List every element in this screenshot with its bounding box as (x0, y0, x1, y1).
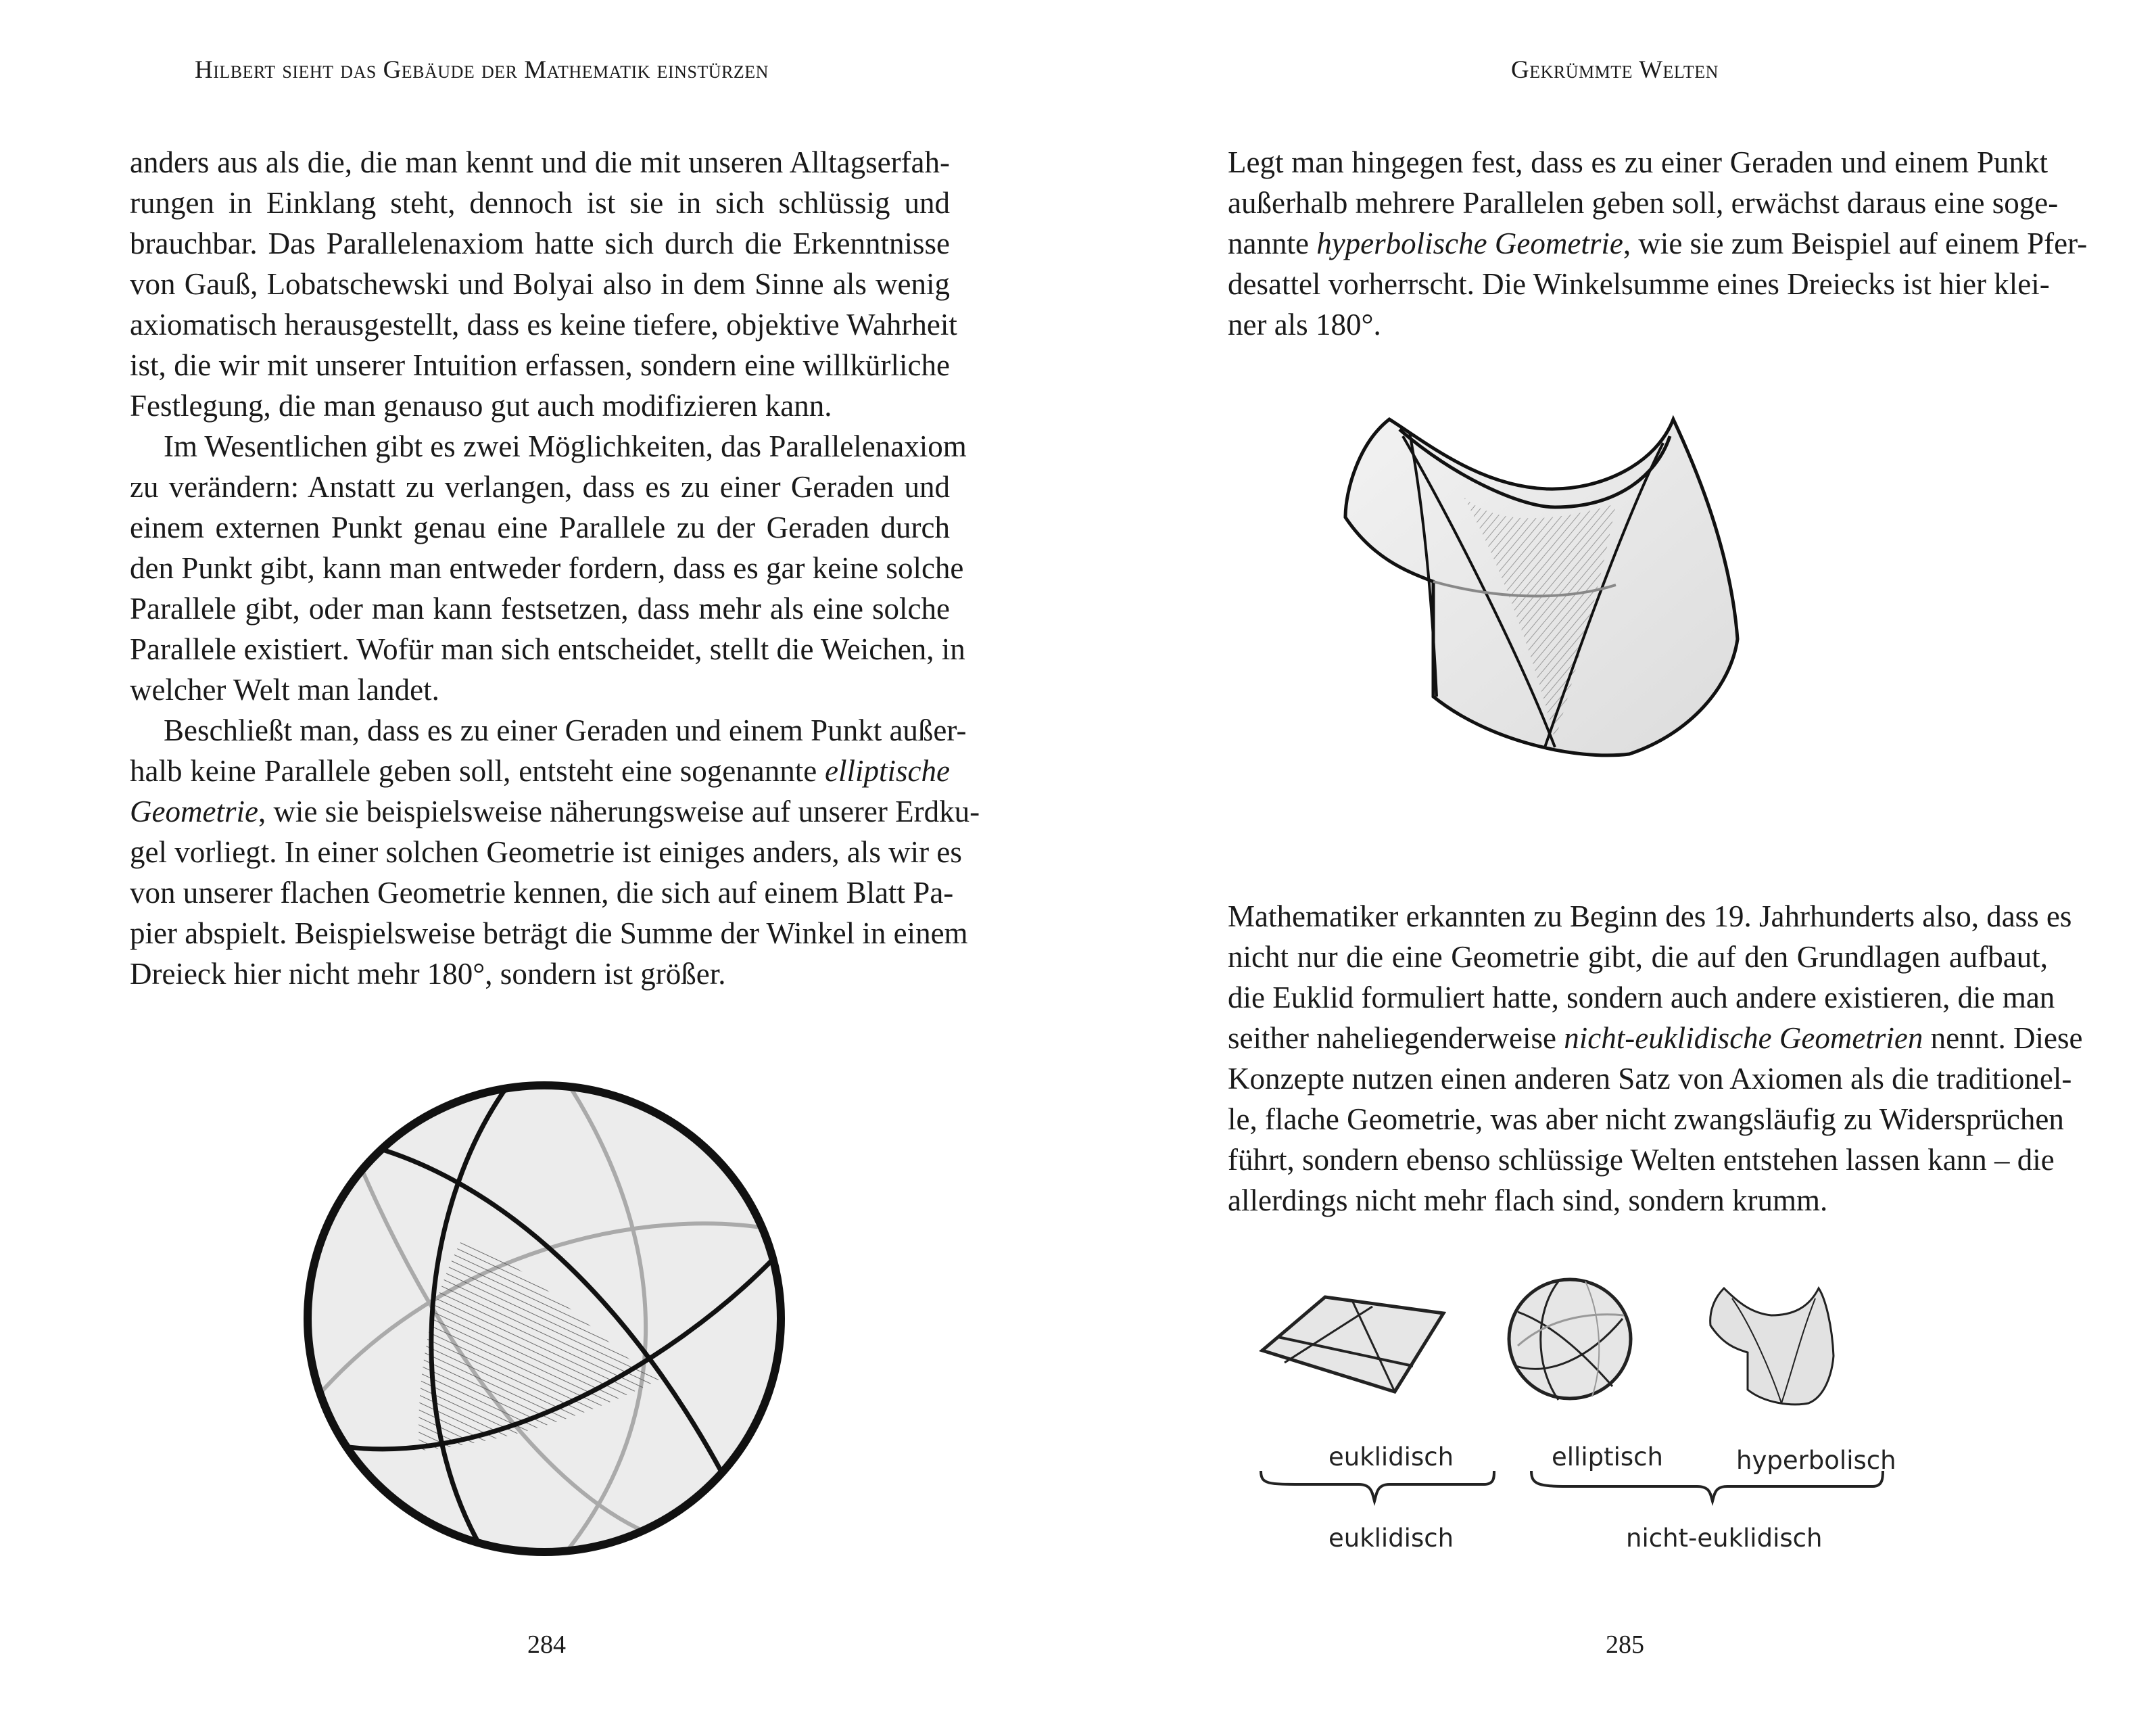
body-text-right-top (1228, 142, 2088, 345)
text-line: außerhalb mehrere Parallelen geben soll, erwächst daraus eine soge- (1228, 186, 2059, 220)
emphasis: hyperbolische Geometrie (1316, 227, 1623, 260)
text-line: desattel vorherrscht. Die Winkelsumme eines Dreiecks ist hier klei- (1228, 267, 2050, 301)
paragraph-hyperbolic (1228, 142, 2088, 345)
plane-icon (1262, 1297, 1443, 1392)
small-sphere-icon (1509, 1279, 1631, 1400)
text-line: Mathematiker erkannten zu Beginn des 19. Jahrhunderts also, dass es (1228, 899, 2072, 933)
text-line: die Euklid formuliert hatte, sondern auch andere existieren, die man (1228, 981, 2055, 1014)
page-number-left: 284 (527, 1630, 566, 1659)
label-euklidisch-top: euklidisch (1328, 1442, 1454, 1472)
text-line: seither naheliegenderweise nicht-euklidische Geometrien nennt. Diese (1228, 1021, 2083, 1055)
saddle-illustration-icon (1318, 389, 1866, 822)
text-line: ner als 180°. (1228, 308, 1381, 342)
text-line: Legt man hingegen fest, dass es zu einer Geraden und einem Punkt (1228, 145, 2048, 179)
saddle-figure (1318, 389, 1866, 822)
running-head-left: Hilbert sieht das Gebäude der Mathematik einstürzen (195, 56, 769, 84)
text-line: Parallele existiert. Wofür man sich entscheidet, stellt die Weichen, in (130, 632, 965, 666)
text-line: von Gauß, Lobatschewski und Bolyai also in dem Sinne als wenig (130, 267, 950, 301)
label-elliptisch: elliptisch (1552, 1442, 1663, 1472)
paragraph-1 (130, 142, 957, 426)
emphasis: Geometrie (130, 795, 258, 828)
label-nicht-euklidisch: nicht-euklidisch (1626, 1524, 1823, 1553)
text-line: gel vorliegt. In einer solchen Geometrie ist einiges anders, als wir es (130, 835, 962, 869)
page-number-right: 285 (1606, 1630, 1644, 1659)
text-line: le, flache Geometrie, was aber nicht zwangsläufig zu Widersprüchen (1228, 1102, 2064, 1136)
body-text-left (130, 142, 980, 994)
text-line: Parallele gibt, oder man kann festsetzen, dass mehr als eine solche (130, 592, 950, 626)
text-line: führt, sondern ebenso schlüssige Welten entstehen lassen kann – die (1228, 1143, 2055, 1177)
brace-icon (1251, 1467, 1994, 1508)
text-line: allerdings nicht mehr flach sind, sondern krumm. (1228, 1183, 1828, 1217)
body-text-right-bottom (1228, 896, 2083, 1221)
sphere-figure (294, 1075, 808, 1562)
text-line: Konzepte nutzen einen anderen Satz von Axiomen als die traditionel- (1228, 1062, 2072, 1096)
text-line: welcher Welt man landet. (130, 673, 439, 707)
text-line: einem externen Punkt genau eine Parallele zu der Geraden durch (130, 511, 950, 544)
paragraph-non-euclidean (1228, 896, 2083, 1221)
label-euklidisch-bottom: euklidisch (1328, 1524, 1454, 1553)
text-line: Geometrie, wie sie beispielsweise näherungsweise auf unserer Erdku- (130, 795, 980, 828)
geometry-comparison-figure (1251, 1271, 1994, 1562)
text-line: Dreieck hier nicht mehr 180°, sondern ist größer. (130, 957, 726, 991)
text-line: nicht nur die eine Geometrie gibt, die auf den Grundlagen aufbaut, (1228, 940, 2048, 974)
label-hyperbolisch: hyperbolisch (1736, 1446, 1896, 1475)
text-line: Im Wesentlichen gibt es zwei Möglichkeiten, das Parallelenaxiom (164, 429, 967, 463)
text-line: axiomatisch herausgestellt, dass es keine tiefere, objektive Wahrheit (130, 308, 957, 342)
sphere-illustration-icon (294, 1075, 808, 1562)
running-head-right: Gekrümmte Welten (1511, 56, 1719, 84)
text-line: nannte hyperbolische Geometrie, wie sie zum Beispiel auf einem Pfer- (1228, 227, 2088, 260)
text-line: Beschließt man, dass es zu einer Geraden und einem Punkt außer- (164, 713, 967, 747)
text-line: anders aus als die, die man kennt und die mit unseren Alltagserfah- (130, 145, 950, 179)
small-saddle-icon (1710, 1288, 1834, 1405)
paragraph-3 (130, 710, 980, 994)
emphasis: elliptische (825, 754, 950, 788)
geometry-shapes-icon (1251, 1271, 1994, 1562)
text-line: zu verändern: Anstatt zu verlangen, dass es zu einer Geraden und (130, 470, 950, 504)
text-line: pier abspielt. Beispielsweise beträgt die Summe der Winkel in einem (130, 916, 968, 950)
text-line: den Punkt gibt, kann man entweder fordern, dass es gar keine solche (130, 551, 964, 585)
text-line: rungen in Einklang steht, dennoch ist sie in sich schlüssig und (130, 186, 950, 220)
text-line: halb keine Parallele geben soll, entsteht eine sogenannte elliptische (130, 754, 950, 788)
right-page (1078, 0, 2156, 1717)
text-line: brauchbar. Das Parallelenaxiom hatte sich durch die Erkenntnisse (130, 227, 950, 260)
text-line: von unserer flachen Geometrie kennen, die sich auf einem Blatt Pa- (130, 876, 954, 910)
text-line: Festlegung, die man genauso gut auch modifizieren kann. (130, 389, 832, 423)
text-line: ist, die wir mit unserer Intuition erfassen, sondern eine willkürliche (130, 348, 950, 382)
paragraph-2 (130, 426, 967, 710)
emphasis: nicht-euklidische Geometrien (1564, 1021, 1923, 1055)
